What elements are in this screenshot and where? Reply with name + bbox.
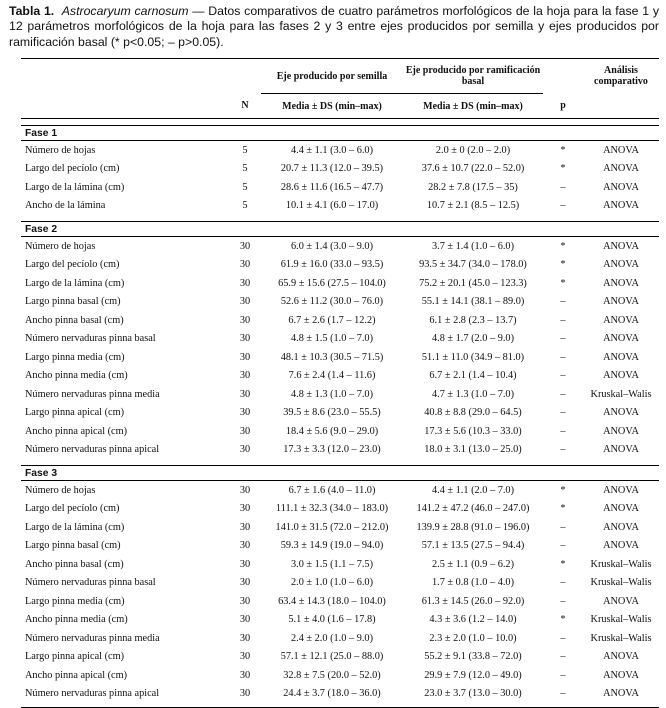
basal-mean-cell: 4.3 ± 3.6 (1.2 – 14.0) xyxy=(429,614,517,626)
basal-mean-cell: 4.7 ± 1.3 (1.0 – 7.0) xyxy=(431,388,514,400)
analysis-cell: Kruskal–Walis xyxy=(590,388,652,400)
phase-header xyxy=(21,466,659,481)
n-cell: 30 xyxy=(239,388,251,400)
analysis-cell: ANOVA xyxy=(603,144,639,156)
seed-mean-cell: 3.0 ± 1.5 (1.1 – 7.5) xyxy=(290,558,373,570)
header-row-groups xyxy=(21,59,659,94)
p-value-cell: – xyxy=(560,540,566,552)
n-cell: 30 xyxy=(239,614,251,626)
analysis-cell: ANOVA xyxy=(603,540,639,552)
table-row xyxy=(21,555,659,574)
header-seed-axis: Eje producido por semilla xyxy=(261,59,403,94)
seed-mean-cell: 24.4 ± 3.7 (18.0 – 36.0) xyxy=(283,688,381,700)
caption-text: — Datos comparativos de cuatro parámetros morfológicos de la hoja para la fase 1 y 12 parámetros morfológicos de la hoja para las fases 2 y 3 entre ejes producidos por semilla y ejes producidos por ramificación basal (* p<0.05; – p>0.05). xyxy=(9,4,659,49)
basal-mean-cell: 23.0 ± 3.7 (13.0 – 30.0) xyxy=(424,688,522,700)
basal-mean-cell: 2.0 ± 0 (2.0 – 2.0) xyxy=(435,144,511,156)
seed-mean-cell: 6.7 ± 1.6 (4.0 – 11.0) xyxy=(288,484,376,496)
table-row xyxy=(21,274,659,293)
analysis-cell: ANOVA xyxy=(603,200,639,212)
seed-mean-cell: 111.1 ± 32.3 (34.0 – 183.0) xyxy=(275,503,389,515)
parameter-cell: Largo pinna media (cm) xyxy=(25,351,125,363)
table-row xyxy=(21,311,659,330)
basal-mean-cell: 6.1 ± 2.8 (2.3 – 13.7) xyxy=(429,314,517,326)
seed-mean-cell: 4.4 ± 1.1 (3.0 – 6.0) xyxy=(290,144,373,156)
analysis-cell: Kruskal–Walis xyxy=(590,577,652,589)
species-name: Astrocaryum carnosum xyxy=(61,4,189,18)
n-cell: 5 xyxy=(242,181,248,193)
n-cell: 30 xyxy=(239,333,251,345)
basal-mean-cell: 75.2 ± 20.1 (45.0 – 123.3) xyxy=(419,277,527,289)
p-value-cell: – xyxy=(560,577,566,589)
seed-mean-cell: 32.8 ± 7.5 (20.0 – 52.0) xyxy=(283,669,381,681)
seed-mean-cell: 59.3 ± 14.9 (19.0 – 94.0) xyxy=(280,540,384,552)
analysis-cell: ANOVA xyxy=(603,503,639,515)
seed-mean-cell: 6.0 ± 1.4 (3.0 – 9.0) xyxy=(290,240,373,252)
parameter-cell: Número de hojas xyxy=(25,484,96,496)
n-cell: 30 xyxy=(239,370,251,382)
n-cell: 5 xyxy=(242,144,248,156)
table-label: Tabla 1. xyxy=(9,4,55,18)
table-row xyxy=(21,141,659,160)
n-cell: 30 xyxy=(239,503,251,515)
basal-mean-cell: 57.1 ± 13.5 (27.5 – 94.4) xyxy=(421,540,525,552)
parameter-cell: Número nervaduras pinna media xyxy=(25,388,160,400)
seed-mean-cell: 63.4 ± 14.3 (18.0 – 104.0) xyxy=(278,595,386,607)
header-stat-seed: Media ± DS (min–max) xyxy=(282,100,382,112)
analysis-cell: ANOVA xyxy=(603,370,639,382)
seed-mean-cell: 141.0 ± 31.5 (72.0 – 212.0) xyxy=(275,521,389,533)
table-row xyxy=(21,237,659,256)
n-cell: 30 xyxy=(239,259,251,271)
parameter-cell: Ancho de la lámina xyxy=(25,200,106,212)
p-value-cell: – xyxy=(560,333,566,345)
phase-title: Fase 1 xyxy=(21,126,659,141)
analysis-cell: ANOVA xyxy=(603,163,639,175)
analysis-cell: ANOVA xyxy=(603,484,639,496)
basal-mean-cell: 55.2 ± 9.1 (33.8 – 72.0) xyxy=(424,651,522,663)
basal-mean-cell: 18.0 ± 3.1 (13.0 – 25.0) xyxy=(424,444,522,456)
basal-mean-cell: 3.7 ± 1.4 (1.0 – 6.0) xyxy=(431,240,514,252)
parameter-cell: Largo de la lámina (cm) xyxy=(25,181,125,193)
table-row xyxy=(21,256,659,275)
analysis-cell: ANOVA xyxy=(603,277,639,289)
parameter-cell: Ancho pinna apical (cm) xyxy=(25,669,128,681)
table-row xyxy=(21,385,659,404)
p-value-cell: * xyxy=(560,614,566,626)
header-stat-basal: Media ± DS (min–max) xyxy=(423,100,523,112)
n-cell: 5 xyxy=(242,200,248,212)
analysis-cell: ANOVA xyxy=(603,521,639,533)
seed-mean-cell: 4.8 ± 1.5 (1.0 – 7.0) xyxy=(290,333,373,345)
n-cell: 30 xyxy=(239,407,251,419)
p-value-cell: * xyxy=(560,484,566,496)
basal-mean-cell: 2.5 ± 1.1 (0.9 – 6.2) xyxy=(431,558,514,570)
p-value-cell: – xyxy=(560,521,566,533)
parameter-cell: Largo del pecíolo (cm) xyxy=(25,259,120,271)
basal-mean-cell: 4.8 ± 1.7 (2.0 – 9.0) xyxy=(431,333,514,345)
parameter-cell: Largo del pecíolo (cm) xyxy=(25,163,120,175)
header-p: p xyxy=(560,100,566,112)
parameter-cell: Largo del pecíolo (cm) xyxy=(25,503,120,515)
seed-mean-cell: 20.7 ± 11.3 (12.0 – 39.5) xyxy=(280,163,384,175)
p-value-cell: * xyxy=(560,259,566,271)
parameter-cell: Número de hojas xyxy=(25,144,96,156)
basal-mean-cell: 10.7 ± 2.1 (8.5 – 12.5) xyxy=(426,200,520,212)
analysis-cell: ANOVA xyxy=(603,314,639,326)
table-row xyxy=(21,330,659,349)
table-row xyxy=(21,160,659,179)
table-row xyxy=(21,441,659,460)
table-row xyxy=(21,592,659,611)
parameter-cell: Ancho pinna basal (cm) xyxy=(25,314,124,326)
n-cell: 30 xyxy=(239,351,251,363)
table-row xyxy=(21,666,659,685)
analysis-cell: ANOVA xyxy=(603,407,639,419)
seed-mean-cell: 57.1 ± 12.1 (25.0 – 88.0) xyxy=(280,651,384,663)
basal-mean-cell: 51.1 ± 11.0 (34.9 – 81.0) xyxy=(421,351,525,363)
n-cell: 30 xyxy=(239,577,251,589)
seed-mean-cell: 18.4 ± 5.6 (9.0 – 29.0) xyxy=(285,425,379,437)
n-cell: 30 xyxy=(239,240,251,252)
analysis-cell: ANOVA xyxy=(603,444,639,456)
p-value-cell: * xyxy=(560,558,566,570)
basal-mean-cell: 93.5 ± 34.7 (34.0 – 178.0) xyxy=(419,259,527,271)
basal-mean-cell: 61.3 ± 14.5 (26.0 – 92.0) xyxy=(421,595,525,607)
table-row xyxy=(21,500,659,519)
phase-header xyxy=(21,126,659,141)
parameter-cell: Número de hojas xyxy=(25,240,96,252)
seed-mean-cell: 17.3 ± 3.3 (12.0 – 23.0) xyxy=(283,444,381,456)
seed-mean-cell: 10.1 ± 4.1 (6.0 – 17.0) xyxy=(285,200,379,212)
n-cell: 30 xyxy=(239,558,251,570)
basal-mean-cell: 141.2 ± 47.2 (46.0 – 247.0) xyxy=(416,503,530,515)
analysis-cell: ANOVA xyxy=(603,181,639,193)
seed-mean-cell: 2.0 ± 1.0 (1.0 – 6.0) xyxy=(290,577,373,589)
p-value-cell: – xyxy=(560,370,566,382)
n-cell: 30 xyxy=(239,277,251,289)
p-value-cell: – xyxy=(560,407,566,419)
phase-title: Fase 2 xyxy=(21,222,659,237)
analysis-cell: Kruskal–Walis xyxy=(590,558,652,570)
analysis-cell: ANOVA xyxy=(603,425,639,437)
n-cell: 30 xyxy=(239,425,251,437)
n-cell: 30 xyxy=(239,540,251,552)
n-cell: 30 xyxy=(239,314,251,326)
parameter-cell: Ancho pinna basal (cm) xyxy=(25,558,124,570)
n-cell: 5 xyxy=(242,163,248,175)
table-row xyxy=(21,481,659,500)
table-row xyxy=(21,574,659,593)
seed-mean-cell: 2.4 ± 2.0 (1.0 – 9.0) xyxy=(290,632,373,644)
table-caption xyxy=(9,4,659,50)
p-value-cell: * xyxy=(560,163,566,175)
basal-mean-cell: 37.6 ± 10.7 (22.0 – 52.0) xyxy=(421,163,525,175)
table-row xyxy=(21,629,659,648)
p-value-cell: – xyxy=(560,351,566,363)
parameter-cell: Largo pinna apical (cm) xyxy=(25,651,125,663)
table-row xyxy=(21,611,659,630)
table-row xyxy=(21,348,659,367)
analysis-cell: ANOVA xyxy=(603,688,639,700)
n-cell: 30 xyxy=(239,484,251,496)
n-cell: 30 xyxy=(239,632,251,644)
basal-mean-cell: 17.3 ± 5.6 (10.3 – 33.0) xyxy=(424,425,522,437)
p-value-cell: – xyxy=(560,669,566,681)
seed-mean-cell: 61.9 ± 16.0 (33.0 – 93.5) xyxy=(280,259,384,271)
header-n: N xyxy=(241,100,249,112)
seed-mean-cell: 7.6 ± 2.4 (1.4 – 11.6) xyxy=(288,370,376,382)
seed-mean-cell: 48.1 ± 10.3 (30.5 – 71.5) xyxy=(280,351,384,363)
analysis-cell: Kruskal–Walis xyxy=(590,614,652,626)
p-value-cell: – xyxy=(560,200,566,212)
analysis-cell: ANOVA xyxy=(603,333,639,345)
p-value-cell: * xyxy=(560,277,566,289)
analysis-cell: ANOVA xyxy=(603,651,639,663)
seed-mean-cell: 5.1 ± 4.0 (1.6 – 17.8) xyxy=(288,614,376,626)
p-value-cell: – xyxy=(560,388,566,400)
table-row xyxy=(21,685,659,704)
p-value-cell: – xyxy=(560,314,566,326)
basal-mean-cell: 55.1 ± 14.1 (38.1 – 89.0) xyxy=(421,296,525,308)
analysis-cell: ANOVA xyxy=(603,669,639,681)
table-row xyxy=(21,367,659,386)
analysis-cell: ANOVA xyxy=(603,240,639,252)
parameter-cell: Número nervaduras pinna apical xyxy=(25,688,160,700)
basal-mean-cell: 4.4 ± 1.1 (2.0 – 7.0) xyxy=(431,484,514,496)
parameter-cell: Largo pinna basal (cm) xyxy=(25,540,121,552)
p-value-cell: * xyxy=(560,240,566,252)
p-value-cell: – xyxy=(560,296,566,308)
n-cell: 30 xyxy=(239,444,251,456)
header-analysis: Análisis comparativo xyxy=(594,65,648,88)
p-value-cell: – xyxy=(560,632,566,644)
table-row xyxy=(21,197,659,216)
parameter-cell: Ancho pinna media (cm) xyxy=(25,370,128,382)
table-row xyxy=(21,293,659,312)
n-cell: 30 xyxy=(239,296,251,308)
table-row xyxy=(21,518,659,537)
parameter-cell: Largo de la lámina (cm) xyxy=(25,277,125,289)
seed-mean-cell: 39.5 ± 8.6 (23.0 – 55.5) xyxy=(283,407,381,419)
n-cell: 30 xyxy=(239,669,251,681)
table-body xyxy=(21,119,659,708)
n-cell: 30 xyxy=(239,688,251,700)
header-row-stats xyxy=(21,94,659,119)
p-value-cell: – xyxy=(560,425,566,437)
seed-mean-cell: 65.9 ± 15.6 (27.5 – 104.0) xyxy=(278,277,386,289)
basal-mean-cell: 28.2 ± 7.8 (17.5 – 35) xyxy=(428,181,518,193)
seed-mean-cell: 6.7 ± 2.6 (1.7 – 12.2) xyxy=(288,314,376,326)
parameter-cell: Ancho pinna apical (cm) xyxy=(25,425,128,437)
n-cell: 30 xyxy=(239,521,251,533)
p-value-cell: – xyxy=(560,595,566,607)
basal-mean-cell: 29.9 ± 7.9 (12.0 – 49.0) xyxy=(424,669,522,681)
phase-title: Fase 3 xyxy=(21,466,659,481)
parameter-cell: Número nervaduras pinna basal xyxy=(25,333,156,345)
p-value-cell: – xyxy=(560,444,566,456)
basal-mean-cell: 40.8 ± 8.8 (29.0 – 64.5) xyxy=(424,407,522,419)
parameter-cell: Número nervaduras pinna apical xyxy=(25,444,160,456)
p-value-cell: – xyxy=(560,688,566,700)
n-cell: 30 xyxy=(239,595,251,607)
table-row xyxy=(21,178,659,197)
parameter-cell: Largo pinna basal (cm) xyxy=(25,296,121,308)
p-value-cell: * xyxy=(560,144,566,156)
analysis-cell: Kruskal–Walis xyxy=(590,632,652,644)
basal-mean-cell: 139.9 ± 28.8 (91.0 – 196.0) xyxy=(416,521,530,533)
analysis-cell: ANOVA xyxy=(603,296,639,308)
basal-mean-cell: 6.7 ± 2.1 (1.4 – 10.4) xyxy=(429,370,517,382)
parameter-cell: Ancho pinna media (cm) xyxy=(25,614,128,626)
analysis-cell: ANOVA xyxy=(603,595,639,607)
seed-mean-cell: 28.6 ± 11.6 (16.5 – 47.7) xyxy=(280,181,384,193)
p-value-cell: – xyxy=(560,651,566,663)
header-basal-axis: Eje producido por ramificación basal xyxy=(403,59,543,94)
n-cell: 30 xyxy=(239,651,251,663)
table-row xyxy=(21,404,659,423)
table-row xyxy=(21,648,659,667)
analysis-cell: ANOVA xyxy=(603,351,639,363)
analysis-cell: ANOVA xyxy=(603,259,639,271)
p-value-cell: * xyxy=(560,503,566,515)
p-value-cell: – xyxy=(560,181,566,193)
table-row xyxy=(21,537,659,556)
seed-mean-cell: 52.6 ± 11.2 (30.0 – 76.0) xyxy=(280,296,384,308)
basal-mean-cell: 1.7 ± 0.8 (1.0 – 4.0) xyxy=(431,577,514,589)
parameter-cell: Número nervaduras pinna media xyxy=(25,632,160,644)
table-row xyxy=(21,422,659,441)
parameter-cell: Largo de la lámina (cm) xyxy=(25,521,125,533)
seed-mean-cell: 4.8 ± 1.3 (1.0 – 7.0) xyxy=(290,388,373,400)
phase-header xyxy=(21,222,659,237)
parameter-cell: Número nervaduras pinna basal xyxy=(25,577,156,589)
parameter-cell: Largo pinna media (cm) xyxy=(25,595,125,607)
basal-mean-cell: 2.3 ± 2.0 (1.0 – 10.0) xyxy=(429,632,517,644)
parameter-cell: Largo pinna apical (cm) xyxy=(25,407,125,419)
morphology-table xyxy=(21,58,659,708)
